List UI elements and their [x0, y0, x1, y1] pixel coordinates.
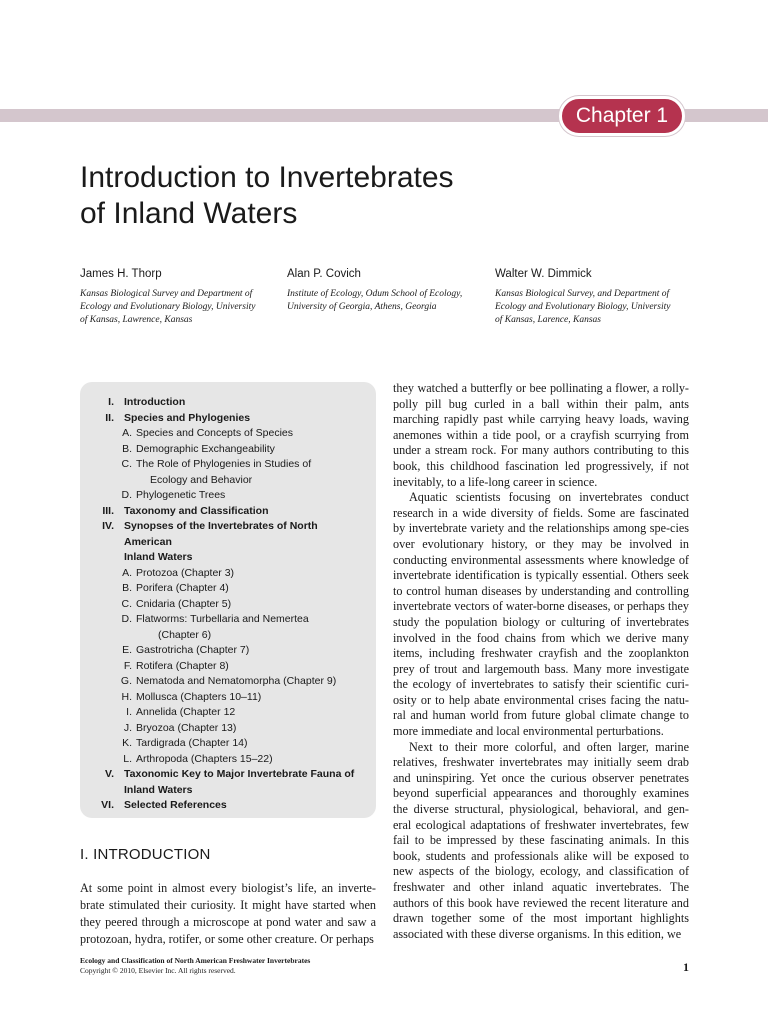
author-2: [287, 268, 485, 314]
toc-item: V. Taxonomic Key to Major Invertebrate Fauna of: [105, 768, 355, 780]
author-name: James H. Thorp: [80, 268, 162, 280]
chapter-title-line-1: Introduction to Invertebrates: [80, 161, 454, 194]
toc-item: D. Phylogenetic Trees: [121, 489, 226, 501]
toc-item: H. Mollusca (Chapters 10–11): [121, 690, 262, 703]
book-title: Ecology and Classification of North American Freshwater Invertebrates: [80, 956, 311, 965]
toc-item: E. Gastrotricha (Chapter 7): [122, 644, 250, 656]
affiliation-line: of Kansas, Lawrence, Kansas: [80, 315, 193, 325]
toc-item: C. The Role of Phylogenies in Studies of: [121, 458, 312, 470]
page-footer: [80, 956, 310, 976]
toc-item-continuation: Inland Waters: [124, 783, 193, 796]
toc-item: G. Nematoda and Nematomorpha (Chapter 9): [120, 675, 337, 687]
affiliation-line: of Kansas, Larence, Kansas: [495, 315, 602, 325]
affiliation-line: Institute of Ecology, Odum School of Ecology,: [287, 289, 463, 299]
body-paragraph: they watched a butterfly or bee pollinating a flower, a rolly-polly pill bug curled in a ball within their palm, ants marching rapidly past while carrying heavy loads, waving anemones within a tide pool, or a crayfish scurrying from under a stream rock. For many authors contributing to this book, this childhood fascination led progressively, if not inevitably, to a life-long career in science.: [393, 381, 689, 489]
author-3: [495, 268, 693, 327]
chapter-label: Chapter 1: [575, 104, 669, 127]
affiliation-line: Ecology and Evolutionary Biology, University: [495, 302, 671, 312]
affiliation-line: Kansas Biological Survey, and Department of: [495, 289, 670, 299]
toc-item: C. Cnidaria (Chapter 5): [121, 597, 232, 610]
body-paragraph: Aquatic scientists focusing on invertebrates conduct research in a wide diversity of fields. Some are fascinated by invertebrate variety and the relationships among spe-cies over evolutionary history, or they may be involved in conducting environmental assessments where knowledge of invertebrate identification is typically essential. Others seek to control human diseases by understanding and controlling invertebrate vectors of water-borne diseases, or perhaps they study the population biology or culturing of invertebrates involved in the food chains from which we derive many items, including freshwater crayfish and the zooplankton prey of trout and largemouth bass. Many more investigate the ecology of invertebrates to satisfy their scientific curi-osity or to help abate environmental crises facing the natu-ral and human world from future global climate change to more immediate and local environmental perturbations.: [393, 490, 689, 739]
toc-item: II. Species and Phylogenies: [105, 411, 251, 424]
toc-item: I. Introduction: [108, 396, 186, 408]
toc-item: IV. Synopses of the Invertebrates of North American: [102, 520, 318, 548]
body-text-right: [393, 381, 689, 942]
toc-item: K. Tardigrada (Chapter 14): [122, 737, 248, 749]
toc-item: A. Species and Concepts of Species: [122, 427, 294, 439]
author-affiliation: [80, 288, 278, 327]
toc-item: III. Taxonomy and Classification: [102, 504, 269, 517]
affiliation-line: Ecology and Evolutionary Biology, University: [80, 302, 256, 312]
page-number: 1: [683, 960, 689, 974]
affiliation-line: Kansas Biological Survey and Department of: [80, 289, 253, 299]
toc-item-continuation: Inland Waters: [124, 551, 193, 563]
author-name: Alan P. Covich: [287, 268, 361, 280]
author-name: Walter W. Dimmick: [495, 268, 592, 280]
chapter-badge: [559, 96, 685, 136]
toc-item: VI. Selected References: [101, 799, 227, 811]
author-affiliation: [495, 288, 693, 327]
toc-item: B. Demographic Exchangeability: [122, 442, 275, 455]
toc-item: I. Annelida (Chapter 12: [126, 706, 236, 718]
author-1: [80, 268, 278, 327]
affiliation-line: University of Georgia, Athens, Georgia: [287, 302, 437, 312]
copyright: Copyright © 2010, Elsevier Inc. All rights reserved.: [80, 966, 236, 975]
toc-item: D. Flatworms: Turbellaria and Nemertea: [121, 613, 309, 625]
section-heading: I. INTRODUCTION: [80, 846, 211, 863]
toc-item: A. Protozoa (Chapter 3): [122, 566, 235, 579]
toc-item-continuation: Ecology and Behavior: [150, 473, 253, 486]
toc-item: B. Porifera (Chapter 4): [122, 582, 229, 594]
toc-item: J. Bryozoa (Chapter 13): [123, 721, 237, 734]
chapter-outline: [80, 382, 376, 818]
toc-item: F. Rotifera (Chapter 8): [123, 659, 229, 672]
toc-item: L. Arthropoda (Chapters 15–22): [123, 752, 273, 765]
body-text-left: At some point in almost every biologist’s life, an inverte-brate stimulated their curiosity. It might have started when they peered through a microscope at pond water and saw a protozoan, hydra, rotifer, or some other creature. Or perhaps: [80, 881, 376, 946]
toc-item-continuation: (Chapter 6): [158, 628, 212, 641]
author-affiliation: [287, 288, 485, 314]
chapter-title-line-2: of Inland Waters: [80, 197, 298, 230]
chapter-title: [80, 160, 640, 232]
body-paragraph: Next to their more colorful, and often larger, marine relatives, freshwater invertebrates may initially seem drab and uninspiring. Yet once the curious observer penetrates beyond superficial appearances and thoroughly examines the diverse structural, physiological, behavioral, and gen-eral ecological adaptations of freshwater invertebrates, few fail to be impressed by these fascinating animals. In this book, students and professionals alike will be exposed to new aspects of the biology, ecology, and classification of freshwater and other inland aquatic invertebrates. The authors of this book have reviewed the recent literature and drawn together some of the most important highlights associated with these diverse organisms. In this edition, we: [393, 739, 689, 941]
